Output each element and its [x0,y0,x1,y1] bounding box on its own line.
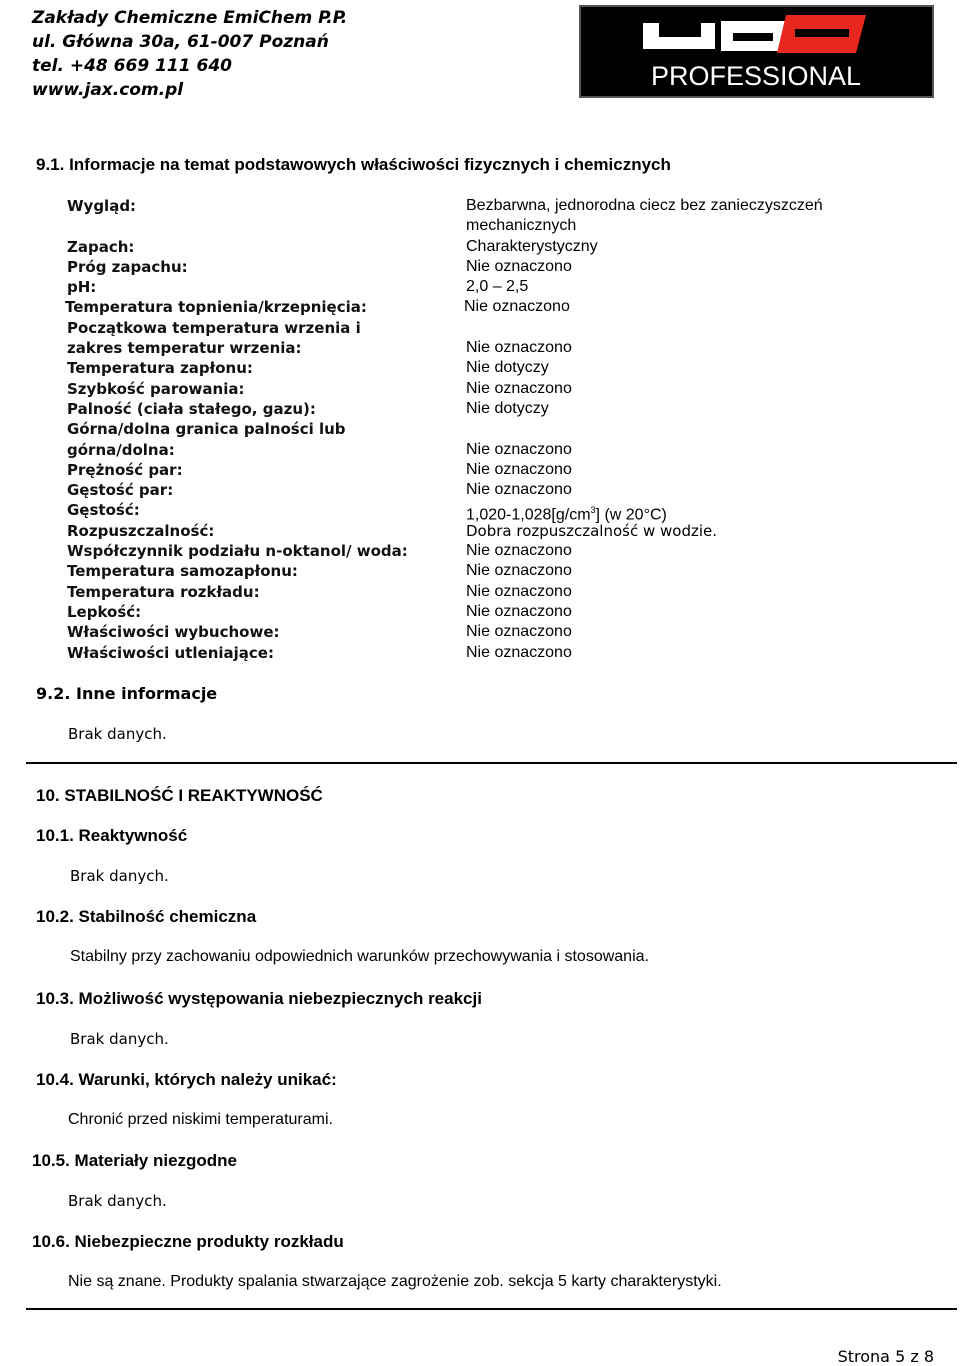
logo-professional-text: PROFESSIONAL [650,61,862,91]
property-value: Bezbarwna, jednorodna ciecz bez zanieczyszczeń mechanicznych [466,197,823,234]
section-10-3-title: 10.3. Możliwość występowania niebezpiecznych reakcji [36,989,482,1008]
property-value: Nie oznaczono [466,379,572,397]
property-row [67,419,927,439]
property-label: Gęstość: [67,501,140,520]
properties-table [67,196,927,663]
property-row [67,338,927,358]
property-value: Nie oznaczono [466,643,572,661]
property-row [67,237,927,257]
section-9-1-title: 9.1. Informacje na temat podstawowych właściwości fizycznych i chemicznych [36,155,671,174]
property-value: Nie oznaczono [466,602,572,620]
property-value: Nie oznaczono [466,339,572,357]
property-row [67,318,927,338]
section-10-2-text: Stabilny przy zachowaniu odpowiednich warunków przechowywania i stosowania. [70,948,649,965]
section-10-4-text: Chronić przed niskimi temperaturami. [68,1111,333,1128]
company-address-block [32,6,347,102]
property-label: Próg zapachu: [67,257,188,276]
property-label: Palność (ciała stałego, gazu): [67,399,316,418]
company-street: ul. Główna 30a, 61-007 Poznań [32,32,329,52]
property-label: Współczynnik podziału n-oktanol/ woda: [67,542,408,561]
property-value: Nie oznaczono [466,542,572,560]
property-label: Szybkość parowania: [67,379,245,398]
section-9-2-text: Brak danych. [68,725,167,743]
company-phone: tel. +48 669 111 640 [32,56,232,76]
property-row [67,500,927,524]
property-label: Górna/dolna granica palności lub [67,420,346,439]
property-label: Początkowa temperatura wrzenia i [67,318,361,337]
property-row [67,399,927,419]
section-10-6-title: 10.6. Niebezpieczne produkty rozkładu [32,1232,344,1251]
property-value: Nie dotyczy [466,359,549,377]
property-row [67,297,927,317]
property-row [67,521,927,541]
property-value: Nie dotyczy [466,399,549,417]
property-label: Lepkość: [67,602,142,621]
section-10-2-title: 10.2. Stabilność chemiczna [36,907,257,926]
property-label: Zapach: [67,237,135,256]
property-row [67,277,927,297]
property-row [67,582,927,602]
footer-divider [26,1308,957,1310]
density-value: 1,020-1,028[g/cm [466,506,591,524]
property-label: Temperatura rozkładu: [67,582,260,601]
property-label: Właściwości utleniające: [67,643,274,662]
jax-professional-logo [579,5,934,98]
property-value: Nie oznaczono [466,481,572,499]
property-row [67,358,927,378]
property-row [67,379,927,399]
section-10-5-title: 10.5. Materiały niezgodne [32,1151,238,1170]
section-10-1-title: 10.1. Reaktywność [36,826,188,845]
section-9-2-title: 9.2. Inne informacje [36,684,218,703]
company-website: www.jax.com.pl [32,80,184,100]
property-row [67,480,927,500]
property-row [67,643,927,663]
property-label: pH: [67,278,97,297]
property-label: Temperatura samozapłonu: [67,562,298,581]
property-row [67,196,927,237]
property-value: Nie oznaczono [466,623,572,641]
section-10-3-text: Brak danych. [70,1030,169,1048]
section-10-1-text: Brak danych. [70,867,169,885]
property-label: Wygląd: [67,197,137,215]
section-10-6-text: Nie są znane. Produkty spalania stwarzające zagrożenie zob. sekcja 5 karty charakterystyki. [68,1273,722,1290]
density-condition: ] (w 20°C) [595,506,667,524]
property-label: Rozpuszczalność: [67,521,215,540]
company-name: Zakłady Chemiczne EmiChem P.P. [32,8,348,28]
property-value: Charakterystyczny [466,237,598,255]
property-label: Właściwości wybuchowe: [67,623,280,642]
property-row [67,440,927,460]
property-value: Dobra rozpuszczalność w wodzie. [466,521,718,540]
property-value: Nie oznaczono [466,562,572,580]
property-value: Nie oznaczono [464,298,570,316]
property-value: 2,0 – 2,5 [466,278,529,296]
page-number: Strona 5 z 8 [837,1347,934,1366]
property-value: Nie oznaczono [466,257,572,275]
property-row [67,541,927,561]
section-divider [26,762,957,764]
section-10-title: 10. STABILNOŚĆ I REAKTYWNOŚĆ [36,786,323,805]
property-value: Nie oznaczono [466,460,572,478]
property-row [67,257,927,277]
section-10-5-text: Brak danych. [68,1192,167,1210]
property-label: Temperatura topnienia/krzepnięcia: [65,298,367,317]
density-unit-superscript: 3 [590,505,596,516]
property-value: Nie oznaczono [466,582,572,600]
property-label: górna/dolna: [67,440,175,459]
property-row [67,460,927,480]
property-label: Prężność par: [67,460,183,479]
property-label: Gęstość par: [67,481,174,500]
property-label: zakres temperatur wrzenia: [67,339,302,358]
property-row [67,561,927,581]
section-10-4-title: 10.4. Warunki, których należy unikać: [36,1070,337,1089]
property-row [67,602,927,622]
property-row [67,622,927,642]
property-label: Temperatura zapłonu: [67,359,253,378]
property-value: Nie oznaczono [466,440,572,458]
